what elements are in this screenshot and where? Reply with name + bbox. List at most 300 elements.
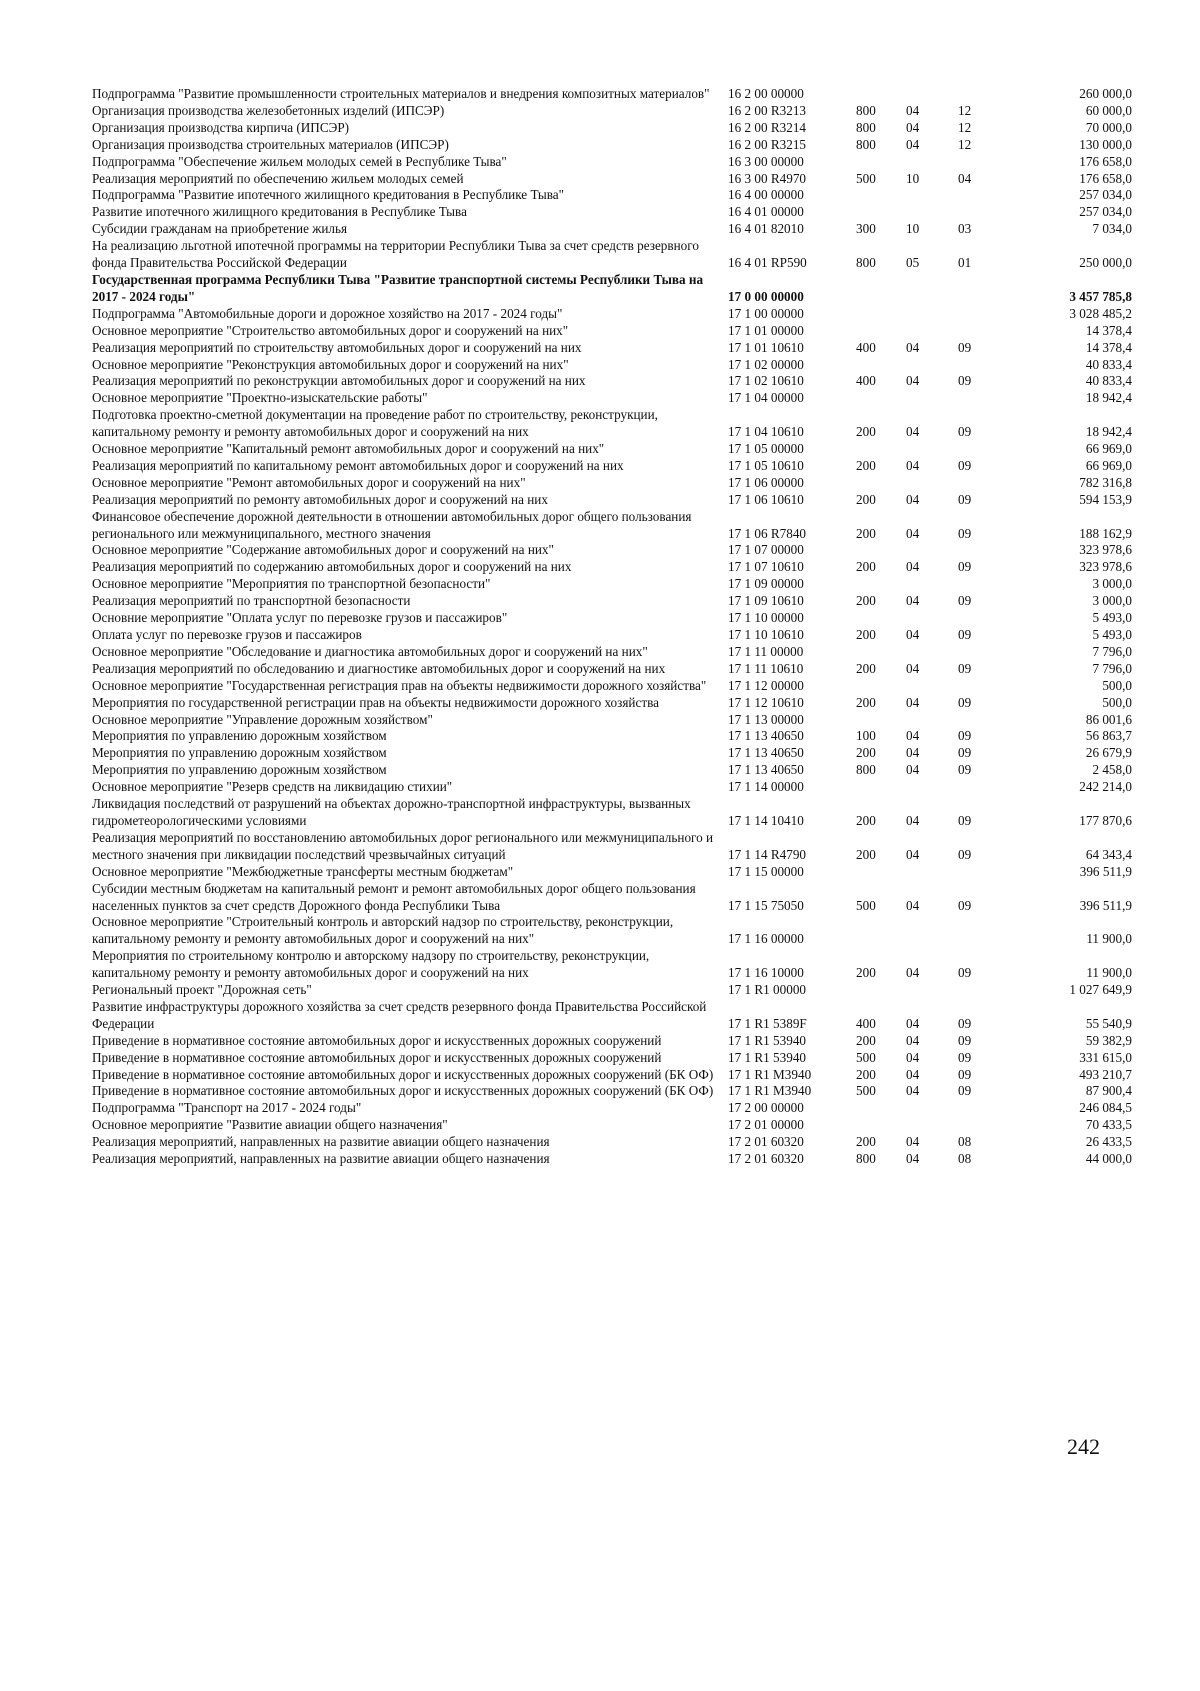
row-section — [906, 576, 958, 593]
row-subsection: 09 — [958, 525, 972, 541]
row-code: 17 1 15 75050 — [728, 897, 804, 913]
row-subsection: 09 — [958, 424, 972, 440]
table-row — [92, 830, 1132, 864]
row-expense-type: 200 — [856, 660, 876, 676]
row-section — [906, 712, 958, 729]
table-row — [92, 1117, 1132, 1134]
row-name: Субсидии местным бюджетам на капитальный ремонт и ремонт автомобильных дорог общего пользования населенных пунктов за счет средств Дорожного фонда Республики Тыва — [92, 880, 696, 913]
table-row — [92, 340, 1132, 357]
row-section: 10 — [906, 221, 920, 237]
row-name: Основное мероприятие "Государственная регистрация прав на объекты недвижимости дорожного хозяйства" — [92, 677, 707, 693]
row-name: Реализация мероприятий по обследованию и диагностике автомобильных дорог и сооружений на них — [92, 660, 666, 676]
row-subsection: 09 — [958, 1049, 972, 1065]
row-subsection: 09 — [958, 694, 972, 710]
row-code: 17 1 02 00000 — [728, 356, 804, 372]
row-name: Основное мероприятие "Содержание автомобильных дорог и сооружений на них" — [92, 542, 554, 558]
row-code: 17 1 10 00000 — [728, 610, 804, 626]
row-section: 04 — [906, 1032, 920, 1048]
row-section — [906, 678, 958, 695]
row-amount: 3 457 785,8 — [1069, 288, 1132, 304]
row-code: 17 1 R1 53940 — [728, 1049, 807, 1065]
row-subsection — [958, 864, 1016, 881]
row-expense-type — [856, 187, 906, 204]
row-section: 04 — [906, 119, 920, 135]
row-code: 17 1 01 10610 — [728, 339, 804, 355]
row-subsection — [958, 272, 1016, 306]
row-code: 17 1 00 00000 — [728, 305, 804, 321]
row-expense-type — [856, 610, 906, 627]
row-expense-type: 300 — [856, 221, 876, 237]
row-amount: 66 969,0 — [1085, 457, 1132, 473]
row-name: Мероприятия по управлению дорожным хозяйством — [92, 762, 387, 778]
row-expense-type — [856, 1117, 906, 1134]
row-subsection: 09 — [958, 373, 972, 389]
row-name: Оплата услуг по перевозке грузов и пассажиров — [92, 627, 362, 642]
row-subsection — [958, 86, 1016, 103]
row-name: Государственная программа Республики Тыва "Развитие транспортной системы Республики Тыва на 2017 - 2024 годы" — [92, 271, 704, 304]
table-row — [92, 323, 1132, 340]
row-amount: 87 900,4 — [1085, 1083, 1132, 1099]
row-code: 17 1 R1 00000 — [728, 982, 807, 998]
table-row — [92, 695, 1132, 712]
row-subsection — [958, 441, 1016, 458]
row-code: 16 2 00 00000 — [728, 86, 804, 101]
page-number: 242 — [1067, 1434, 1100, 1459]
row-name: Основное мероприятие "Реконструкция автомобильных дорог и сооружений на них" — [92, 356, 569, 372]
row-expense-type — [856, 914, 906, 948]
row-section — [906, 86, 958, 103]
row-code: 17 1 06 00000 — [728, 474, 804, 490]
row-expense-type: 400 — [856, 339, 876, 355]
table-row — [92, 542, 1132, 559]
table-row — [92, 1033, 1132, 1050]
row-name: Основное мероприятие "Управление дорожным хозяйством" — [92, 711, 433, 727]
row-code: 17 1 10 10610 — [728, 627, 804, 642]
row-expense-type — [856, 204, 906, 221]
row-amount: 60 000,0 — [1085, 102, 1132, 118]
row-section — [906, 441, 958, 458]
row-expense-type: 200 — [856, 965, 876, 981]
row-amount: 7 796,0 — [1092, 643, 1132, 659]
row-amount: 26 433,5 — [1085, 1134, 1132, 1150]
row-expense-type — [856, 678, 906, 695]
row-section — [906, 390, 958, 407]
row-amount: 86 001,6 — [1085, 711, 1132, 727]
row-amount: 3 000,0 — [1092, 593, 1132, 609]
row-code: 17 2 00 00000 — [728, 1100, 804, 1116]
row-section: 04 — [906, 965, 920, 981]
row-amount: 594 153,9 — [1079, 491, 1132, 507]
row-expense-type — [856, 712, 906, 729]
row-code: 17 2 01 00000 — [728, 1117, 804, 1133]
row-section — [906, 357, 958, 374]
row-name: Реализация мероприятий по восстановлению автомобильных дорог регионального или межмуниципального и местного значения при ликвидации последствий чрезвычайных ситуаций — [92, 829, 714, 862]
row-expense-type: 200 — [856, 846, 876, 862]
table-row — [92, 864, 1132, 881]
row-amount: 3 028 485,2 — [1069, 305, 1132, 321]
row-expense-type: 100 — [856, 728, 876, 744]
row-code: 17 1 14 00000 — [728, 779, 804, 795]
row-code: 17 0 00 00000 — [728, 288, 804, 304]
row-code: 17 1 13 40650 — [728, 762, 804, 778]
row-subsection — [958, 610, 1016, 627]
table-row — [92, 745, 1132, 762]
row-section: 04 — [906, 1066, 920, 1082]
row-expense-type: 800 — [856, 1151, 876, 1167]
row-subsection: 09 — [958, 559, 972, 575]
row-name: Реализация мероприятий, направленных на развитие авиации общего назначения — [92, 1134, 550, 1150]
row-expense-type — [856, 272, 906, 306]
row-name: Подпрограмма "Развитие промышленности строительных материалов и внедрения композитных материалов" — [92, 86, 710, 101]
row-expense-type: 800 — [856, 762, 876, 778]
table-row — [92, 796, 1132, 830]
row-amount: 188 162,9 — [1079, 525, 1132, 541]
row-amount: 260 000,0 — [1079, 86, 1132, 101]
table-row — [92, 154, 1132, 171]
row-code: 16 2 00 R3215 — [728, 136, 807, 152]
row-section: 04 — [906, 424, 920, 440]
row-section — [906, 1100, 958, 1117]
row-subsection — [958, 914, 1016, 948]
row-expense-type — [856, 576, 906, 593]
row-amount: 5 493,0 — [1092, 610, 1132, 626]
row-section: 04 — [906, 593, 920, 609]
table-row — [92, 204, 1132, 221]
row-expense-type: 200 — [856, 525, 876, 541]
table-row — [92, 373, 1132, 390]
row-section — [906, 982, 958, 999]
row-amount: 26 679,9 — [1085, 745, 1132, 761]
row-subsection — [958, 475, 1016, 492]
row-name: Реализация мероприятий по транспортной безопасности — [92, 593, 411, 609]
table-row — [92, 86, 1132, 103]
row-subsection — [958, 204, 1016, 221]
row-subsection: 09 — [958, 491, 972, 507]
row-amount: 1 027 649,9 — [1069, 982, 1132, 998]
row-expense-type — [856, 644, 906, 661]
row-name: Подпрограмма "Обеспечение жильем молодых семей в Республике Тыва" — [92, 153, 507, 169]
table-row — [92, 509, 1132, 543]
row-name: Приведение в нормативное состояние автомобильных дорог и искусственных дорожных сооружений — [92, 1049, 662, 1065]
row-subsection: 12 — [958, 119, 972, 135]
row-amount: 70 000,0 — [1085, 119, 1132, 135]
row-subsection — [958, 323, 1016, 340]
table-row — [92, 306, 1132, 323]
table-row — [92, 661, 1132, 678]
row-section — [906, 306, 958, 323]
row-expense-type: 200 — [856, 491, 876, 507]
row-section — [906, 542, 958, 559]
table-row — [92, 948, 1132, 982]
table-row — [92, 678, 1132, 695]
row-subsection: 09 — [958, 1032, 972, 1048]
row-name: Реализация мероприятий по капитальному ремонт автомобильных дорог и сооружений на них — [92, 457, 624, 473]
row-section: 04 — [906, 812, 920, 828]
row-name: Организация производства кирпича (ИПСЭР) — [92, 119, 350, 135]
row-section: 04 — [906, 1134, 920, 1150]
row-expense-type: 200 — [856, 627, 876, 642]
row-name: Мероприятия по управлению дорожным хозяйством — [92, 745, 387, 761]
row-name: Основное мероприятие "Мероприятия по транспортной безопасности" — [92, 576, 491, 592]
row-subsection: 08 — [958, 1134, 972, 1150]
row-code: 17 1 07 10610 — [728, 559, 804, 575]
row-subsection: 09 — [958, 593, 972, 609]
row-code: 17 1 09 00000 — [728, 576, 804, 592]
row-name: Мероприятия по управлению дорожным хозяйством — [92, 728, 387, 744]
row-subsection: 09 — [958, 965, 972, 981]
row-expense-type — [856, 86, 906, 103]
table-row — [92, 644, 1132, 661]
row-expense-type — [856, 154, 906, 171]
row-name: Приведение в нормативное состояние автомобильных дорог и искусственных дорожных сооружений (БК ОФ) — [92, 1083, 714, 1099]
row-amount: 5 493,0 — [1092, 627, 1132, 642]
row-subsection: 09 — [958, 762, 972, 778]
row-expense-type — [856, 357, 906, 374]
row-section: 10 — [906, 170, 920, 186]
row-section: 04 — [906, 762, 920, 778]
table-row — [92, 712, 1132, 729]
row-name: Основное мероприятие "Обследование и диагностика автомобильных дорог и сооружений на них" — [92, 643, 648, 659]
row-expense-type — [856, 306, 906, 323]
table-row — [92, 627, 1132, 644]
row-expense-type — [856, 779, 906, 796]
row-expense-type: 400 — [856, 373, 876, 389]
row-amount: 396 511,9 — [1079, 863, 1132, 879]
row-name: Реализация мероприятий по обеспечению жильем молодых семей — [92, 170, 464, 186]
row-code: 17 1 R1 M3940 — [728, 1083, 812, 1099]
row-code: 17 1 14 10410 — [728, 812, 804, 828]
row-amount: 64 343,4 — [1085, 846, 1132, 862]
row-expense-type — [856, 323, 906, 340]
row-amount: 59 382,9 — [1085, 1032, 1132, 1048]
row-section: 04 — [906, 728, 920, 744]
table-row — [92, 441, 1132, 458]
row-section — [906, 475, 958, 492]
row-amount: 323 978,6 — [1079, 559, 1132, 575]
row-subsection — [958, 357, 1016, 374]
row-code: 17 1 06 10610 — [728, 491, 804, 507]
row-section: 04 — [906, 627, 920, 642]
row-expense-type: 400 — [856, 1015, 876, 1031]
row-expense-type: 500 — [856, 897, 876, 913]
row-name: Подпрограмма "Развитие ипотечного жилищного кредитования в Республике Тыва" — [92, 187, 564, 203]
row-amount: 18 942,4 — [1085, 424, 1132, 440]
row-expense-type: 200 — [856, 745, 876, 761]
row-subsection: 12 — [958, 136, 972, 152]
row-amount: 176 658,0 — [1079, 153, 1132, 169]
table-row — [92, 272, 1132, 306]
row-subsection — [958, 779, 1016, 796]
table-row — [92, 999, 1132, 1033]
row-amount: 500,0 — [1102, 677, 1132, 693]
row-name: Финансовое обеспечение дорожной деятельности в отношении автомобильных дорог общего пользования регионального или межмуниципального, местного значения — [92, 508, 692, 541]
row-subsection: 09 — [958, 1066, 972, 1082]
row-expense-type: 500 — [856, 1083, 876, 1099]
table-row — [92, 1100, 1132, 1117]
row-amount: 323 978,6 — [1079, 542, 1132, 558]
row-subsection: 04 — [958, 170, 972, 186]
row-expense-type: 800 — [856, 136, 876, 152]
row-expense-type: 200 — [856, 1134, 876, 1150]
row-code: 17 1 13 40650 — [728, 728, 804, 744]
row-subsection — [958, 542, 1016, 559]
row-code: 17 1 12 10610 — [728, 694, 804, 710]
row-section — [906, 154, 958, 171]
row-amount: 2 458,0 — [1092, 762, 1132, 778]
row-code: 17 1 R1 53940 — [728, 1032, 807, 1048]
table-row — [92, 559, 1132, 576]
row-amount: 782 316,8 — [1079, 474, 1132, 490]
row-code: 17 1 R1 5389F — [728, 1015, 807, 1031]
row-name: Реализация мероприятий по ремонту автомобильных дорог и сооружений на них — [92, 491, 548, 507]
row-amount: 14 378,4 — [1085, 339, 1132, 355]
table-row — [92, 390, 1132, 407]
row-amount: 7 796,0 — [1092, 660, 1132, 676]
row-amount: 55 540,9 — [1085, 1015, 1132, 1031]
row-section: 04 — [906, 136, 920, 152]
row-name: Мероприятия по строительному контролю и авторскому надзору по строительству, реконструкции, капитальному ремонту и ремонту автомобильных дорог и сооружений на них — [92, 948, 650, 981]
row-name: Субсидии гражданам на приобретение жилья — [92, 221, 348, 237]
row-subsection — [958, 390, 1016, 407]
table-row — [92, 1067, 1132, 1084]
row-expense-type: 200 — [856, 694, 876, 710]
row-amount: 7 034,0 — [1092, 221, 1132, 237]
row-amount: 66 969,0 — [1085, 441, 1132, 457]
table-row — [92, 171, 1132, 188]
row-code: 16 4 01 RP590 — [728, 255, 807, 271]
row-section — [906, 864, 958, 881]
row-code: 17 2 01 60320 — [728, 1151, 804, 1167]
row-code: 17 1 16 00000 — [728, 931, 804, 947]
row-expense-type: 200 — [856, 424, 876, 440]
row-section: 04 — [906, 491, 920, 507]
row-subsection: 09 — [958, 897, 972, 913]
table-row — [92, 187, 1132, 204]
row-name: Основное мероприятие "Резерв средств на ликвидацию стихии" — [92, 779, 453, 795]
row-name: Основное мероприятие "Ремонт автомобильных дорог и сооружений на них" — [92, 474, 526, 490]
row-expense-type — [856, 982, 906, 999]
row-section — [906, 272, 958, 306]
row-code: 16 2 00 R3214 — [728, 119, 807, 135]
table-row — [92, 103, 1132, 120]
table-row — [92, 475, 1132, 492]
row-code: 16 2 00 R3213 — [728, 102, 807, 118]
row-subsection: 08 — [958, 1151, 972, 1167]
row-section: 04 — [906, 339, 920, 355]
row-code: 17 1 11 00000 — [728, 643, 804, 659]
row-amount: 331 615,0 — [1079, 1049, 1132, 1065]
row-code: 16 3 00 00000 — [728, 153, 804, 169]
budget-table — [92, 86, 1132, 1168]
row-amount: 396 511,9 — [1079, 897, 1132, 913]
row-section — [906, 779, 958, 796]
row-expense-type: 200 — [856, 457, 876, 473]
row-code: 17 1 13 00000 — [728, 711, 804, 727]
table-row — [92, 492, 1132, 509]
row-expense-type: 800 — [856, 255, 876, 271]
row-code: 17 1 11 10610 — [728, 660, 804, 676]
row-name: Подготовка проектно-сметной документации на проведение работ по строительству, реконструкции, капитальному ремонту и ремонту автомобильных дорог и сооружений на них — [92, 407, 658, 440]
row-name: Основное мероприятие "Межбюджетные трансферты местным бюджетам" — [92, 863, 514, 879]
row-subsection — [958, 678, 1016, 695]
row-subsection: 09 — [958, 627, 972, 642]
row-amount: 257 034,0 — [1079, 204, 1132, 220]
row-expense-type — [856, 542, 906, 559]
row-expense-type — [856, 1100, 906, 1117]
table-row — [92, 593, 1132, 610]
row-code: 17 1 06 R7840 — [728, 525, 807, 541]
row-subsection: 09 — [958, 728, 972, 744]
row-expense-type — [856, 475, 906, 492]
row-name: Реализация мероприятий по содержанию автомобильных дорог и сооружений на них — [92, 559, 572, 575]
row-amount: 130 000,0 — [1079, 136, 1132, 152]
row-subsection — [958, 1100, 1016, 1117]
row-amount: 177 870,6 — [1079, 812, 1132, 828]
row-section: 04 — [906, 559, 920, 575]
row-amount: 44 000,0 — [1085, 1151, 1132, 1167]
row-expense-type — [856, 864, 906, 881]
row-code: 16 4 01 00000 — [728, 204, 804, 220]
row-name: Развитие инфраструктуры дорожного хозяйства за счет средств резервного фонда Правительства Российской Федерации — [92, 998, 707, 1031]
row-expense-type — [856, 441, 906, 458]
row-amount: 176 658,0 — [1079, 170, 1132, 186]
row-expense-type: 200 — [856, 1032, 876, 1048]
row-section: 04 — [906, 846, 920, 862]
row-name: Реализация мероприятий по реконструкции автомобильных дорог и сооружений на них — [92, 373, 586, 389]
row-amount: 493 210,7 — [1079, 1066, 1132, 1082]
row-amount: 11 900,0 — [1086, 965, 1132, 981]
table-row — [92, 458, 1132, 475]
table-row — [92, 762, 1132, 779]
row-expense-type: 500 — [856, 1049, 876, 1065]
table-row — [92, 1134, 1132, 1151]
row-code: 17 1 13 40650 — [728, 745, 804, 761]
row-subsection: 09 — [958, 745, 972, 761]
row-expense-type: 200 — [856, 559, 876, 575]
row-code: 17 1 04 00000 — [728, 390, 804, 406]
table-row — [92, 779, 1132, 796]
table-row — [92, 610, 1132, 627]
row-amount: 3 000,0 — [1092, 576, 1132, 592]
row-section: 04 — [906, 660, 920, 676]
row-section: 04 — [906, 1015, 920, 1031]
row-amount: 56 863,7 — [1085, 728, 1132, 744]
table-row — [92, 357, 1132, 374]
row-subsection: 09 — [958, 1015, 972, 1031]
row-amount: 40 833,4 — [1085, 373, 1132, 389]
row-name: Региональный проект "Дорожная сеть" — [92, 982, 312, 998]
row-expense-type: 800 — [856, 119, 876, 135]
row-name: Основное мероприятие "Строительный контроль и авторский надзор по строительству, реконструкции, капитальному ремонту и ремонту автомобильных дорог и сооружений на них" — [92, 914, 674, 947]
row-subsection: 01 — [958, 255, 972, 271]
row-section — [906, 187, 958, 204]
row-code: 17 1 01 00000 — [728, 322, 804, 338]
row-subsection: 09 — [958, 660, 972, 676]
row-section: 04 — [906, 694, 920, 710]
row-subsection — [958, 712, 1016, 729]
row-code: 17 1 05 00000 — [728, 441, 804, 457]
row-name: Приведение в нормативное состояние автомобильных дорог и искусственных дорожных сооружений — [92, 1032, 662, 1048]
row-section — [906, 644, 958, 661]
table-row — [92, 1050, 1132, 1067]
row-name: Основное мероприятие "Проектно-изыскательские работы" — [92, 390, 428, 406]
table-row — [92, 1151, 1132, 1168]
row-section: 04 — [906, 745, 920, 761]
row-code: 17 1 07 00000 — [728, 542, 804, 558]
row-section — [906, 204, 958, 221]
table-row — [92, 982, 1132, 999]
row-code: 16 4 01 82010 — [728, 221, 804, 237]
